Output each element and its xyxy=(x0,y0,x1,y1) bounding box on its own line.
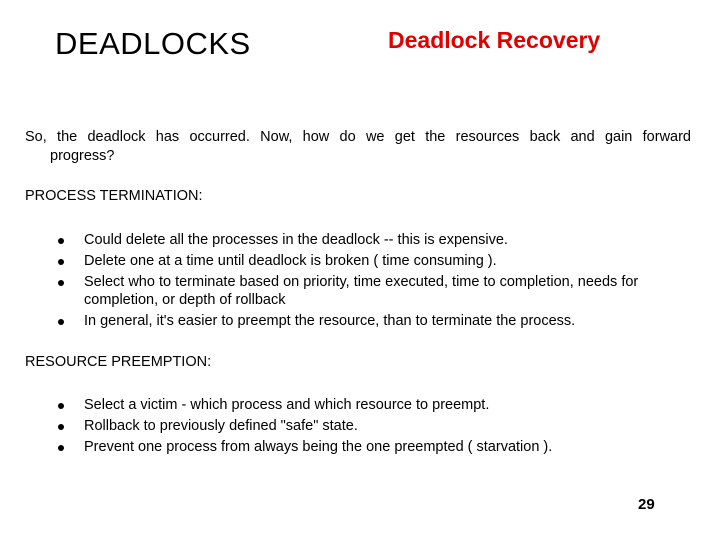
list-item xyxy=(58,231,698,249)
list-item-text: Could delete all the processes in the deadlock -- this is expensive. xyxy=(84,232,508,248)
list-item-text: Select who to terminate based on priority, time executed, time to completion, needs for completion, or depth of rollback xyxy=(84,274,639,308)
process-termination-heading: PROCESS TERMINATION: xyxy=(25,188,203,204)
list-item xyxy=(58,438,698,456)
bullet-icon xyxy=(58,280,64,286)
process-termination-list xyxy=(58,231,698,333)
intro-paragraph xyxy=(25,128,691,166)
slide-title: Deadlock Recovery xyxy=(388,27,601,53)
list-item-text: Select a victim - which process and which resource to preempt. xyxy=(84,397,490,413)
bullet-icon xyxy=(58,259,64,265)
list-item-text: Rollback to previously defined "safe" state. xyxy=(84,418,358,434)
bullet-icon xyxy=(58,319,64,325)
list-item-text: In general, it's easier to preempt the resource, than to terminate the process. xyxy=(84,313,576,329)
bullet-icon xyxy=(58,424,64,430)
list-item xyxy=(58,312,698,330)
list-item xyxy=(58,417,698,435)
bullet-icon xyxy=(58,238,64,244)
resource-preemption-list xyxy=(58,396,698,459)
list-item xyxy=(58,273,698,309)
intro-line-1: So, the deadlock has occurred. Now, how do we get the resources back and gain forward xyxy=(25,129,691,145)
bullet-icon xyxy=(58,403,64,409)
bullet-icon xyxy=(58,445,64,451)
list-item xyxy=(58,252,698,270)
slide-heading: DEADLOCKS xyxy=(55,26,251,61)
page-number: 29 xyxy=(638,496,655,513)
intro-line-2: progress? xyxy=(50,148,115,164)
list-item-text: Prevent one process from always being the one preempted ( starvation ). xyxy=(84,439,553,455)
list-item xyxy=(58,396,698,414)
list-item-text: Delete one at a time until deadlock is broken ( time consuming ). xyxy=(84,253,497,269)
resource-preemption-heading: RESOURCE PREEMPTION: xyxy=(25,354,212,370)
